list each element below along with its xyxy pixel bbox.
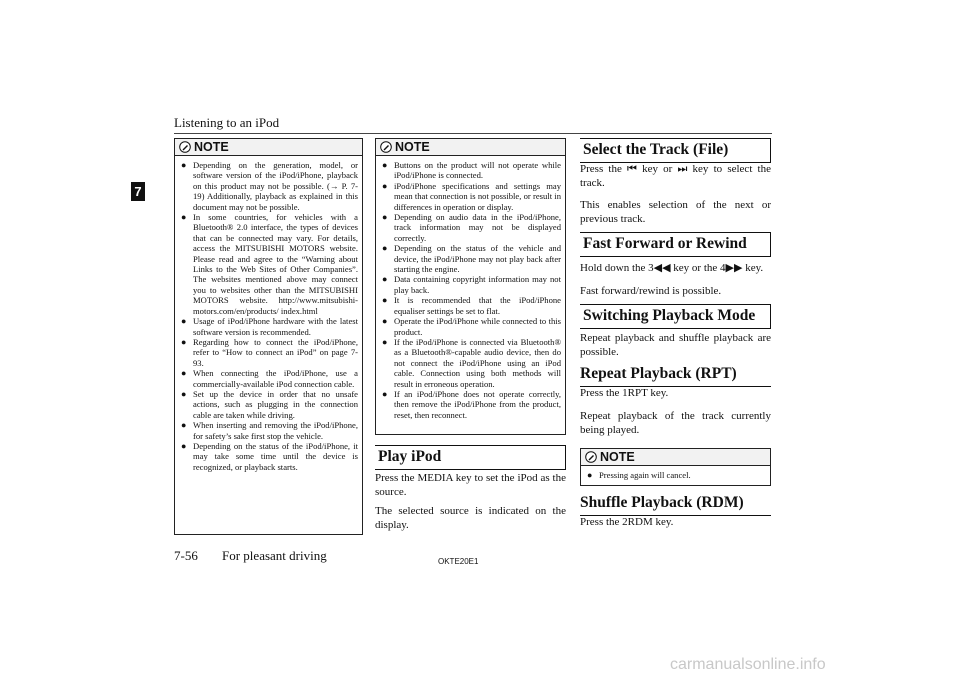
page-header-title: Listening to an iPod [174, 115, 280, 130]
paragraph: Press the MEDIA key to set the iPod as the source. [375, 472, 566, 498]
note-list-middle [376, 156, 565, 424]
section-heading-fast-forward: Fast Forward or Rewind [580, 232, 771, 257]
bullet-icon: ● [382, 180, 388, 191]
bullet-icon: ● [181, 388, 187, 399]
note-item: ● Operate the iPod/iPhone while connected to this product. [382, 316, 561, 337]
note-item: ● Regarding how to connect the iPod/iPhone, refer to “How to connect an iPod” on page 7-93. [181, 336, 358, 368]
bullet-icon: ● [181, 316, 187, 327]
note-item: ● Usage of iPod/iPhone hardware with the latest software version is recommended. [181, 316, 358, 337]
bullet-icon: ● [382, 388, 388, 399]
note-item: ● Depending on the status of the iPod/iPhone, it may take some time until the device is recognized, or playback starts. [181, 440, 358, 472]
note-item: ● It is recommended that the iPod/iPhone equaliser settings be set to flat. [382, 295, 561, 316]
note-item: ● iPod/iPhone specifications and settings may mean that connection is not possible, or result in differences in operation or display. [382, 180, 561, 212]
note-pencil-icon [179, 141, 191, 153]
note-box-right [580, 448, 771, 486]
section-heading-select-track: Select the Track (File) [580, 138, 771, 163]
note-item: ● Depending on the generation, model, or software version of the iPod/iPhone, playback on this product may not be possible. (→ P. 7-19) Additionally, playback as explained in this document may not be possible. [181, 160, 358, 212]
section-heading-shuffle: Shuffle Playback (RDM) [580, 492, 771, 516]
note-label: NOTE [600, 450, 635, 464]
bullet-icon: ● [181, 212, 187, 223]
note-item: ● Pressing again will cancel. [587, 470, 691, 480]
bullet-icon: ● [382, 295, 388, 306]
bullet-icon: ● [382, 316, 388, 327]
note-item: ● In some countries, for vehicles with a Bluetooth® 2.0 interface, the types of devices that can be connected may vary. For details, access the MITSUBISHI MOTORS website. Please read and agree to the “Warning about Links to the Web Sites of Other Companies”. The websites mentioned above may connect you to websites other than the MITSUBISHI MOTORS website. http://www.mitsubishi-motors.com/en/products/ index.html [181, 212, 358, 316]
bullet-icon: ● [382, 243, 388, 254]
section-heading-switching-mode: Switching Playback Mode [580, 304, 771, 329]
paragraph: Press the ⏮ key or ⏭ key to select the track. [580, 163, 771, 189]
note-item: ● If the iPod/iPhone is connected via Bluetooth® as a Bluetooth®-capable audio device, then do not connect the iPod/iPhone using an iPod cable. Connection using both methods will result in erroneous operation. [382, 336, 561, 389]
note-box-left [174, 138, 363, 535]
chapter-tab: 7 [131, 182, 145, 201]
paragraph: This enables selection of the next or previous track. [580, 199, 771, 225]
watermark: carmanualsonline.info [670, 656, 826, 673]
bullet-icon: ● [181, 368, 187, 379]
note-label: NOTE [395, 140, 430, 154]
footer-section-title: For pleasant driving [222, 548, 327, 563]
paragraph: Repeat playback of the track currently being played. [580, 410, 771, 436]
paragraph: Press the 1RPT key. [580, 387, 669, 399]
paragraph: The selected source is indicated on the display. [375, 505, 566, 531]
paragraph: Hold down the 3◀◀ key or the 4▶▶ key. [580, 262, 764, 274]
bullet-icon: ● [382, 160, 388, 170]
note-item: ● Depending on audio data in the iPod/iPhone, track information may not be displayed correctly. [382, 212, 561, 243]
note-pencil-icon [380, 141, 392, 153]
note-box-middle [375, 138, 566, 435]
header-rule [174, 133, 772, 134]
note-header [581, 449, 770, 466]
bullet-icon: ● [181, 160, 187, 170]
note-header [376, 139, 565, 156]
note-item: ● If an iPod/iPhone does not operate correctly, then remove the iPod/iPhone from the product, reset, then reconnect. [382, 388, 561, 420]
paragraph: Repeat playback and shuffle playback are possible. [580, 332, 771, 358]
section-heading-repeat: Repeat Playback (RPT) [580, 363, 771, 387]
bullet-icon: ● [181, 440, 187, 451]
note-pencil-icon [585, 451, 597, 463]
bullet-icon: ● [181, 336, 187, 347]
note-item: ● Set up the device in order that no unsafe actions, such as plugging in the connection cable are taken while driving. [181, 388, 358, 420]
footer-doc-code: OKTE20E1 [438, 557, 479, 566]
paragraph: Fast forward/rewind is possible. [580, 285, 722, 297]
footer-page-number: 7-56 [174, 548, 198, 563]
note-list-left [175, 156, 362, 476]
note-list-right [581, 466, 770, 484]
bullet-icon: ● [587, 470, 593, 480]
note-item: ● Depending on the status of the vehicle and device, the iPod/iPhone may not play back after starting the engine. [382, 243, 561, 275]
note-header [175, 139, 362, 156]
note-item: ● When inserting and removing the iPod/iPhone, for safety’s sake first stop the vehicle. [181, 420, 358, 441]
paragraph: Press the 2RDM key. [580, 516, 674, 528]
bullet-icon: ● [382, 212, 388, 223]
note-item: ● Data containing copyright information may not play back. [382, 274, 561, 295]
bullet-icon: ● [382, 274, 388, 285]
note-item: ● Buttons on the product will not operate while iPod/iPhone is connected. [382, 160, 561, 181]
note-item: ● When connecting the iPod/iPhone, use a commercially-available iPod connection cable. [181, 368, 358, 389]
bullet-icon: ● [181, 420, 187, 431]
section-heading-play-ipod: Play iPod [375, 445, 566, 470]
bullet-icon: ● [382, 336, 388, 347]
note-label: NOTE [194, 140, 229, 154]
